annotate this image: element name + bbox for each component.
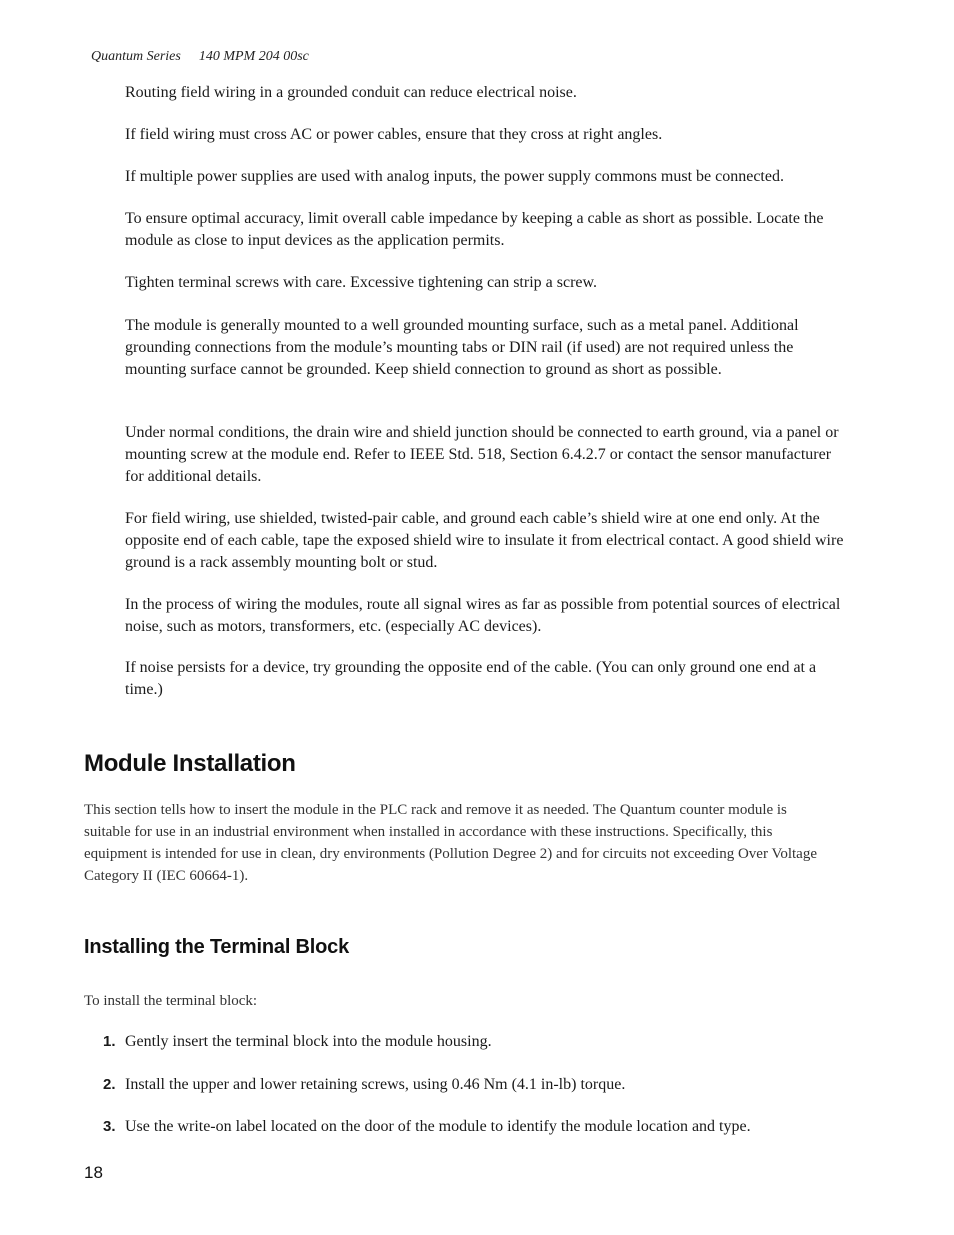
step-item [103, 1031, 843, 1053]
header-series: Quantum Series [91, 49, 181, 64]
step-text: Use the write-on label located on the door of the module to identify the module location and type. [125, 1118, 751, 1135]
step-text: Gently insert the terminal block into the module housing. [125, 1033, 492, 1050]
guideline-paragraph: If multiple power supplies are used with analog inputs, the power supply commons must be connected. [125, 168, 784, 185]
guideline-paragraph: To ensure optimal accuracy, limit overall cable impedance by keeping a cable as short as possible. Locate the module as close to input devices as the application permits. [125, 210, 824, 249]
step-text: Install the upper and lower retaining screws, using 0.46 Nm (4.1 in-lb) torque. [125, 1076, 626, 1093]
header-model: 140 MPM 204 00sc [198, 49, 309, 64]
guideline-paragraph: In the process of wiring the modules, route all signal wires as far as possible from potential sources of electrical noise, such as motors, transformers, etc. (especially AC devices). [125, 596, 841, 635]
guideline-paragraph: Under normal conditions, the drain wire and shield junction should be connected to earth ground, via a panel or mounting screw at the module end. Refer to IEEE Std. 518, Section 6.4.2.7 or contact the sensor manufacturer for additional details. [125, 424, 839, 485]
subsection-heading-terminal-block: Installing the Terminal Block [84, 936, 349, 958]
step-item [103, 1074, 843, 1096]
guideline-paragraph: If field wiring must cross AC or power cables, ensure that they cross at right angles. [125, 126, 663, 143]
section-heading-module-installation: Module Installation [84, 750, 296, 777]
guideline-paragraph: Tighten terminal screws with care. Excessive tightening can strip a screw. [125, 274, 598, 291]
step-number: 2. [103, 1076, 116, 1093]
page-number: 18 [84, 1163, 103, 1182]
guideline-paragraph: If noise persists for a device, try grounding the opposite end of the cable. (You can only ground one end at a time.) [125, 659, 817, 698]
terminal-block-intro: To install the terminal block: [84, 993, 258, 1009]
guideline-paragraph: For field wiring, use shielded, twisted-pair cable, and ground each cable’s shield wire at one end only. At the opposite end of each cable, tape the exposed shield wire to insulate it from electrical contact. A good shield wire ground is a rack assembly mounting bolt or stud. [125, 510, 844, 571]
guideline-paragraph: The module is generally mounted to a well grounded mounting surface, such as a metal panel. Additional grounding connections from the module’s mounting tabs or DIN rail (if used) are not required unless the mounting surface cannot be grounded. Keep shield connection to ground as short as possible. [125, 317, 799, 378]
step-number: 1. [103, 1033, 116, 1050]
module-installation-body: This section tells how to insert the module in the PLC rack and remove it as needed. The Quantum counter module is suitable for use in an industrial environment when installed in accordance with these instructions. Specifically, this equipment is intended for use in clean, dry environments (Pollution Degree 2) and for circuits not exceeding Over Voltage Category II (IEC 60664-1). [84, 802, 817, 884]
step-number: 3. [103, 1118, 116, 1135]
guideline-paragraph: Routing field wiring in a grounded conduit can reduce electrical noise. [125, 84, 577, 101]
running-header [91, 49, 309, 65]
step-item [103, 1116, 843, 1138]
